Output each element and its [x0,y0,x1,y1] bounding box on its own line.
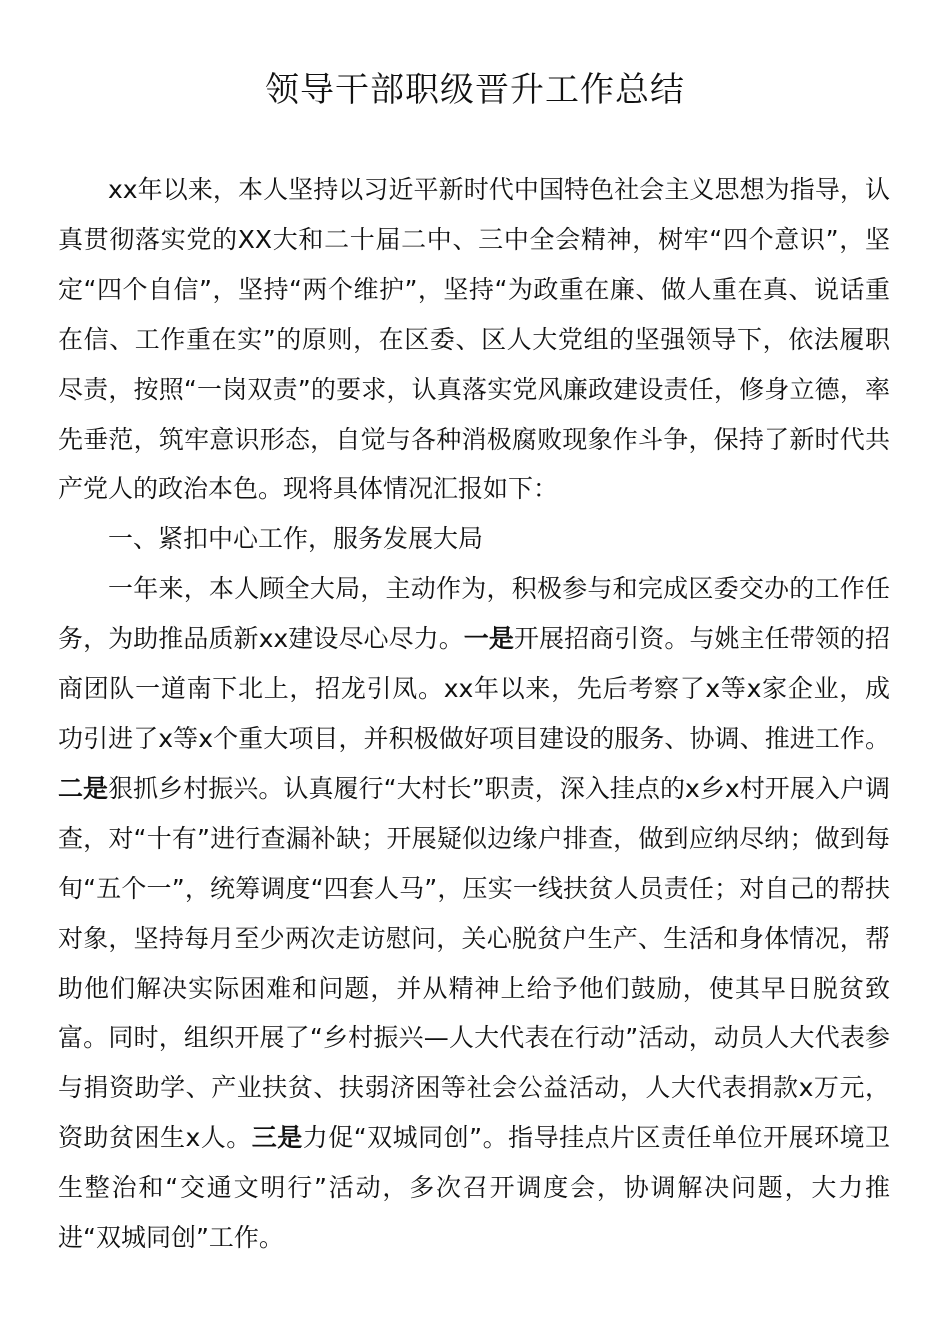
document-title: 领导干部职级晋升工作总结 [265,70,685,110]
section-paragraph [58,564,890,1263]
section-text-3: 狠抓乡村振兴。认真履行“大村长”职责，深入挂点的x乡x村开展入户调查，对“十有”进行查漏补缺；开展疑似边缘户排查，做到应纳尽纳；做到每旬“五个一”，统筹调度“四套人马”，压实一线扶贫人员责任；对自己的帮扶对象，坚持每月至少两次走访慰问，关心脱贫户生产、生活和身体情况，帮助他们解决实际困难和问题，并从精神上给予他们鼓励，使其早日脱贫致富。同时，组织开展了“乡村振兴—人大代表在行动”活动，动员人大代表参与捐资助学、产业扶贫、扶弱济困等社会公益活动，人大代表捐款x万元，资助贫困生x人。 [58,773,890,1153]
section-text-2: 开展招商引资。与姚主任带领的招商团队一道南下北上，招龙引凤。xx年以来，先后考察了x等x家企业，成功引进了x等x个重大项目，并积极做好项目建设的服务、协调、推进工作。 [58,624,890,753]
section-text-4: 力促“双城同创”。指导挂点片区责任单位开展环境卫生整治和“交通文明行”活动，多次召开调度会，协调解决问题，大力推进“双城同创”工作。 [58,1123,891,1253]
item-label-1: 一是 [463,624,514,654]
section-heading: 一、紧扣中心工作，服务发展大局 [108,524,484,554]
item-label-2: 二是 [58,773,109,803]
intro-paragraph: xx年以来，本人坚持以习近平新时代中国特色社会主义思想为指导，认真贯彻落实党的XX大和二十届二中、三中全会精神，树牢“四个意识”，坚定“四个自信”，坚持“两个维护”，坚持“为政重在廉、做人重在真、说话重在信、工作重在实”的原则，在区委、区人大党组的坚强领导下，依法履职尽责，按照“一岗双责”的要求，认真落实党风廉政建设责任，修身立德，率先垂范，筑牢意识形态，自觉与各种消极腐败现象作斗争，保持了新时代共产党人的政治本色。现将具体情况汇报如下： [58,175,890,504]
section-text-1: 一年来，本人顾全大局，主动作为，积极参与和完成区委交办的工作任务，为助推品质新xx建设尽心尽力。 [58,574,890,654]
item-label-3: 三是 [251,1123,303,1153]
document-body [58,165,890,1263]
